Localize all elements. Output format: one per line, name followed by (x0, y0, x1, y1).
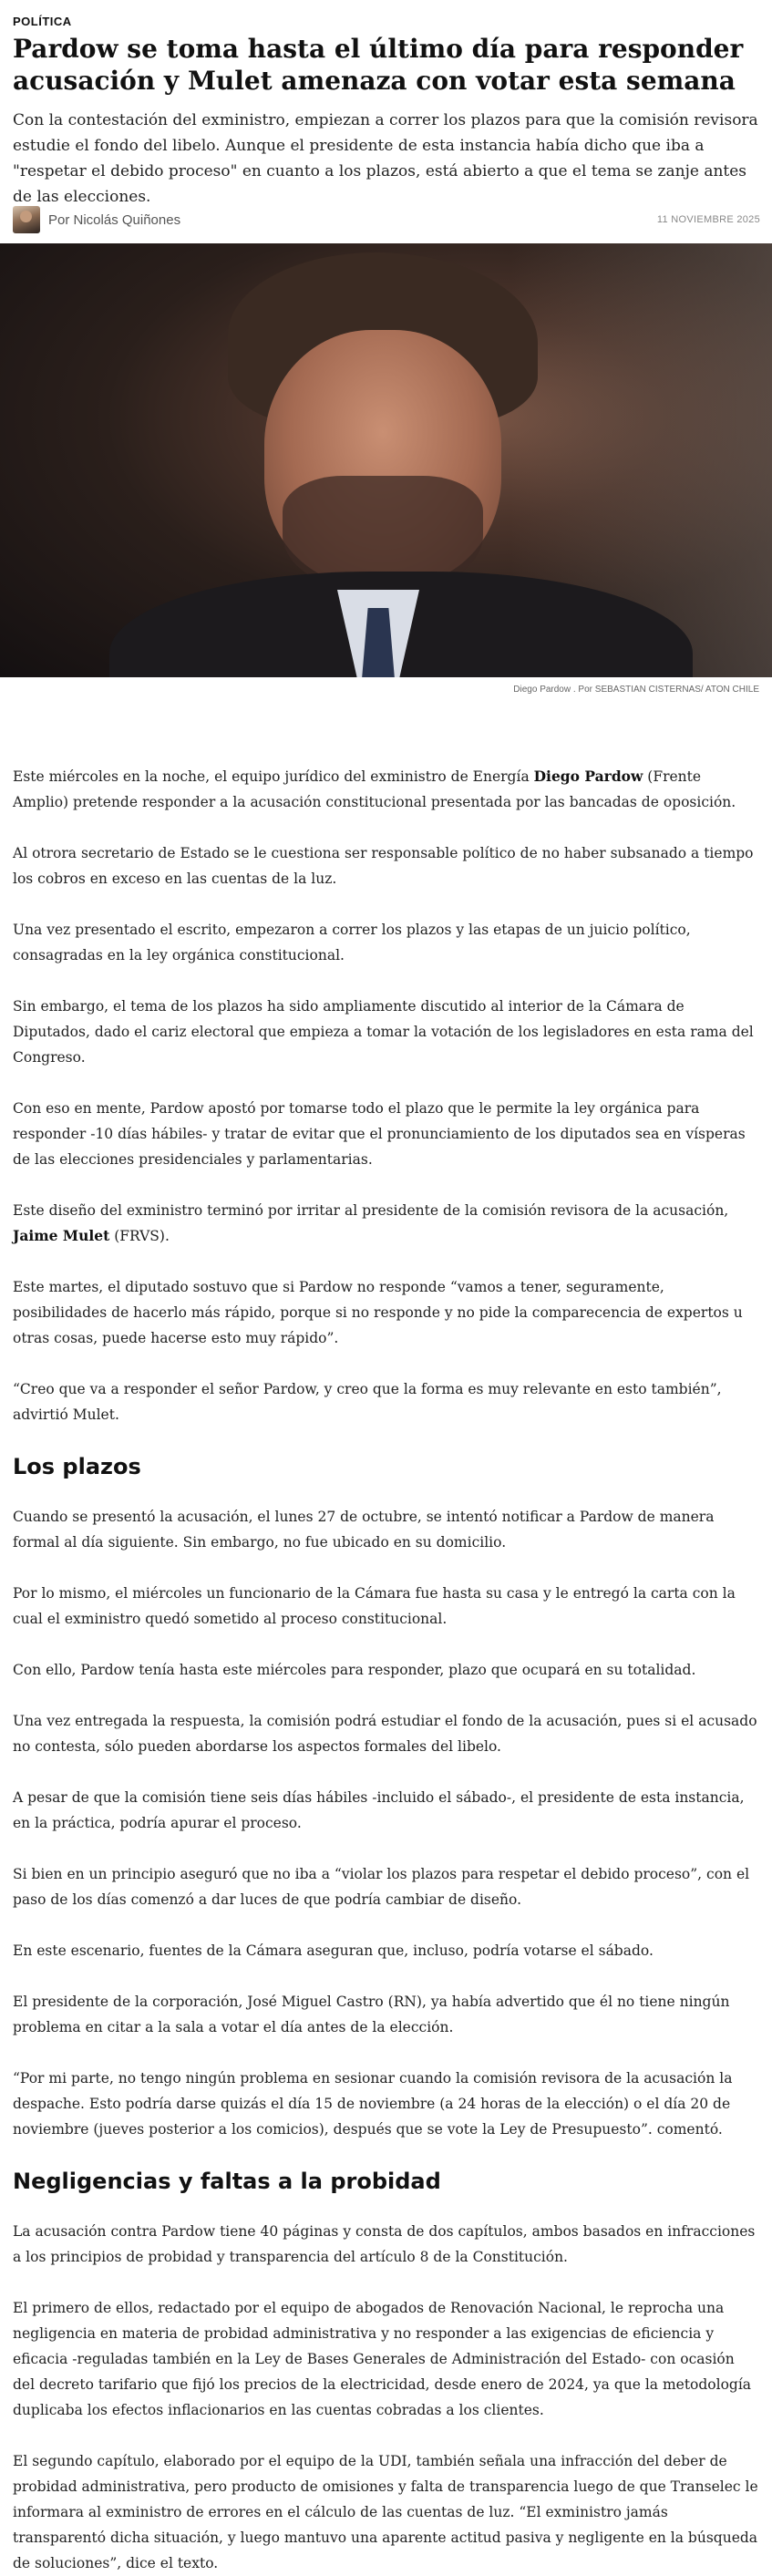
author-avatar[interactable] (13, 206, 40, 233)
body-paragraph: Con eso en mente, Pardow apostó por tomarse todo el plazo que le permite la ley orgánica para responder -10 días hábiles- y tratar de evitar que el pronunciamiento de los diputados sea en vísperas de las elecciones presidenciales y parlamentarias. (13, 1100, 746, 1168)
body-paragraph: Una vez presentado el escrito, empezaron a correr los plazos y las etapas de un juicio político, consagradas en la ley orgánica constitucional. (13, 922, 691, 963)
body-paragraph: “Por mi parte, no tengo ningún problema en sesionar cuando la comisión revisora de la acusación la despache. Esto podría darse quizás el día 15 de noviembre (a 24 horas de la elección) o el día 20 de noviembre (jueves posterior a los comicios), después que se vote la Ley de Presupuesto”. comentó. (13, 2070, 733, 2138)
body-paragraph: Sin embargo, el tema de los plazos ha sido ampliamente discutido al interior de la Cámara de Diputados, dado el cariz electoral que empieza a tomar la votación de los legisladores en esta rama del Congreso. (13, 998, 754, 1066)
body-paragraph: La acusación contra Pardow tiene 40 páginas y consta de dos capítulos, ambos basados en infracciones a los principios de probidad y transparencia del artículo 8 de la Constitución. (13, 2223, 756, 2265)
byline-row (13, 204, 760, 235)
body-paragraph: Este martes, el diputado sostuvo que si Pardow no responde “vamos a tener, seguramente, posibilidades de hacerlo más rápido, porque si no responde y no pide la comparecencia de expertos u otras cosas, puede hacerse esto muy rápido”. (13, 1279, 743, 1346)
body-paragraph: Este miércoles en la noche, el equipo jurídico del exministro de Energía Diego Pardow (Frente Amplio) pretende responder a la acusación constitucional presentada por las bancadas de oposición. (13, 768, 736, 810)
subheading-plazos: Los plazos (13, 1454, 141, 1479)
person-name: Diego Pardow (533, 768, 643, 785)
section-tag[interactable]: POLÍTICA (13, 15, 72, 28)
body-paragraph: A pesar de que la comisión tiene seis días hábiles -incluido el sábado-, el presidente de esta instancia, en la práctica, podría apurar el proceso. (13, 1789, 745, 1831)
body-paragraph: Con ello, Pardow tenía hasta este miércoles para responder, plazo que ocupará en su totalidad. (13, 1662, 696, 1678)
body-paragraph: Una vez entregada la respuesta, la comisión podrá estudiar el fondo de la acusación, pues si el acusado no contesta, sólo pueden abordarse los aspectos formales del libelo. (13, 1713, 757, 1755)
article-body (13, 764, 760, 2576)
body-paragraph: Este diseño del exministro terminó por irritar al presidente de la comisión revisora de la acusación, Jaime Mulet (FRVS). (13, 1202, 729, 1244)
article-photo (0, 243, 772, 677)
body-paragraph: El presidente de la corporación, José Miguel Castro (RN), ya había advertido que él no tiene ningún problema en citar a la sala a votar el día antes de la elección. (13, 1994, 730, 2035)
person-name: Jaime Mulet (13, 1227, 110, 1244)
body-paragraph: Cuando se presentó la acusación, el lunes 27 de octubre, se intentó notificar a Pardow de manera formal al día siguiente. Sin embargo, no fue ubicado en su domicilio. (13, 1509, 715, 1551)
author-byline[interactable]: Por Nicolás Quiñones (48, 211, 181, 228)
publish-date: 11 NOVIEMBRE 2025 (656, 214, 760, 225)
subheading-negligencias: Negligencias y faltas a la probidad (13, 2169, 441, 2194)
photo-caption: Diego Pardow . Por SEBASTIAN CISTERNAS/ ATON CHILE (513, 685, 759, 695)
body-paragraph: En este escenario, fuentes de la Cámara aseguran que, incluso, podría votarse el sábado. (13, 1942, 654, 1959)
article-lede: Con la contestación del exministro, empiezan a correr los plazos para que la comisión revisora estudie el fondo del libelo. Aunque el presidente de esta instancia había dicho que iba a "respetar el debido proceso" en cuanto a los plazos, está abierto a que el tema se zanje antes de las elecciones. (13, 111, 758, 206)
body-paragraph: El segundo capítulo, elaborado por el equipo de la UDI, también señala una infracción del deber de probidad administrativa, pero producto de omisiones y falta de transparencia luego de que Transelec le informara al exministro de errores en el cálculo de las cuentas de luz. “El exministro jamás transparentó dicha situación, y luego mantuvo una aparente actitud pasiva y negligente en la búsqueda de soluciones”, dice el texto. (13, 2453, 758, 2571)
body-paragraph: Por lo mismo, el miércoles un funcionario de la Cámara fue hasta su casa y le entregó la carta con la cual el exministro quedó sometido al proceso constitucional. (13, 1585, 736, 1627)
body-paragraph: Al otrora secretario de Estado se le cuestiona ser responsable político de no haber subsanado a tiempo los cobros en exceso en las cuentas de la luz. (13, 845, 754, 887)
body-paragraph: “Creo que va a responder el señor Pardow, y creo que la forma es muy relevante en esto también”, advirtió Mulet. (13, 1381, 722, 1423)
body-paragraph: Si bien en un principio aseguró que no iba a “violar los plazos para respetar el debido proceso”, con el paso de los días comenzó a dar luces de que podría cambiar de diseño. (13, 1866, 750, 1908)
body-paragraph: El primero de ellos, redactado por el equipo de abogados de Renovación Nacional, le reprocha una negligencia en materia de probidad administrativa y no responder a las exigencias de eficiencia y eficacia -reguladas también en la Ley de Bases Generales de Administración del Estado- con ocasión del decreto tarifario que fijó los precios de la electricidad, desde enero de 2024, ya que la metodología duplicaba los efectos inflacionarios en las cuentas cobradas a los clientes. (13, 2300, 752, 2418)
article-title: Pardow se toma hasta el último día para responder acusación y Mulet amenaza con votar esta semana (13, 34, 744, 96)
